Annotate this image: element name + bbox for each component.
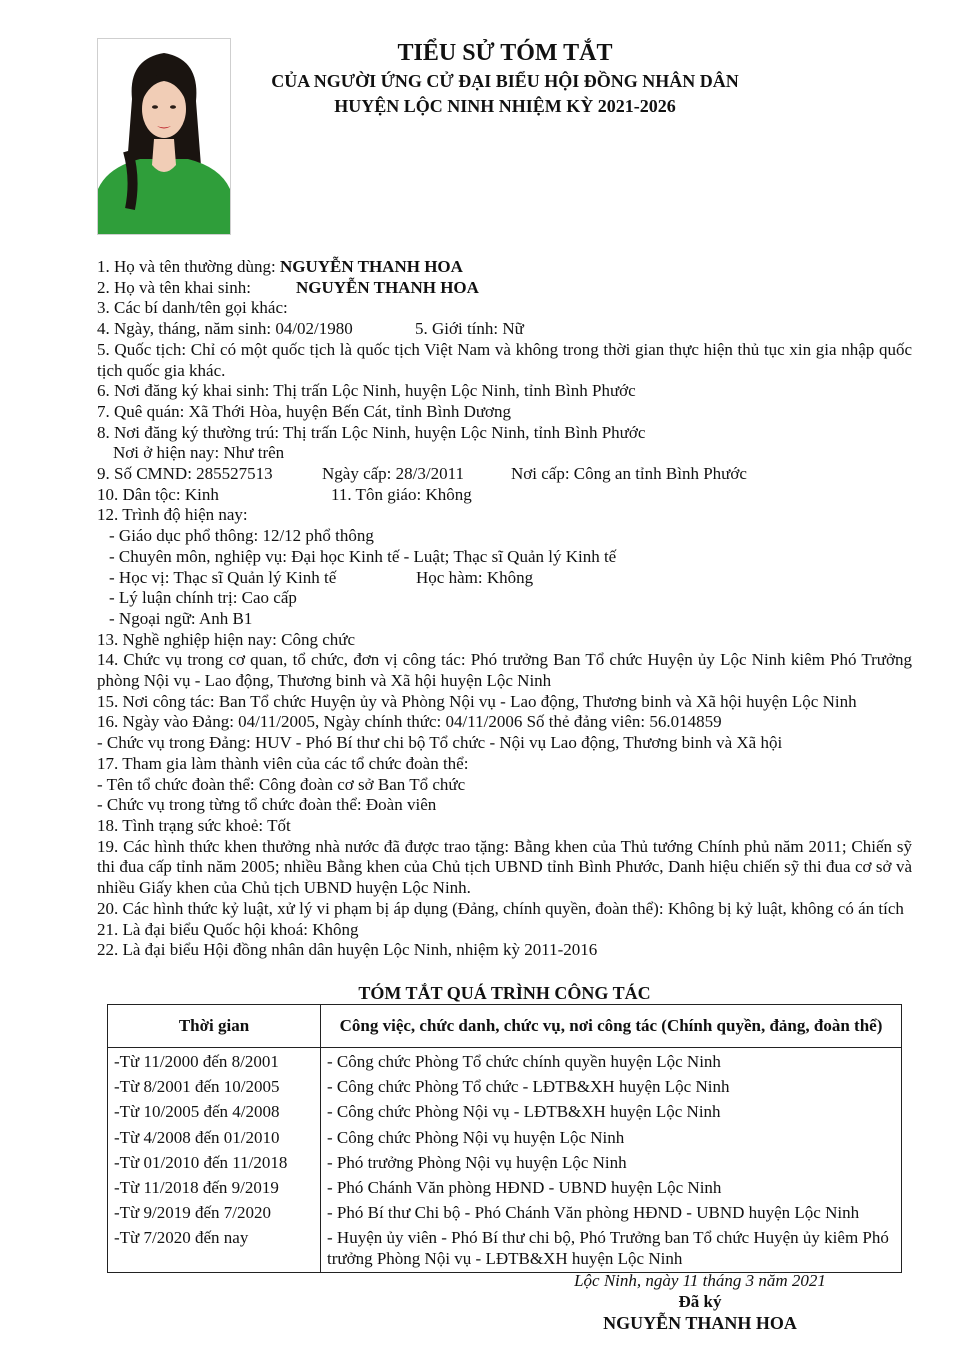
field-organization-role: - Chức vụ trong từng tổ chức đoàn thể: Đoàn viên: [97, 795, 437, 815]
field-birthdate-gender: 4. Ngày, tháng, năm sinh: 04/02/1980 5. Giới tính: Nữ: [97, 319, 524, 339]
field-professional-qualification: - Chuyên môn, nghiệp vụ: Đại học Kinh tế - Luật; Thạc sĩ Quản lý Kinh tế: [109, 546, 617, 566]
field-organization-name: - Tên tổ chức đoàn thể: Công đoàn cơ sở Ban Tổ chức: [97, 774, 466, 794]
row-time: -Từ 11/2000 đến 8/2001: [108, 1048, 321, 1078]
field-general-education: - Giáo dục phổ thông: 12/12 phổ thông: [109, 526, 374, 546]
right-eye: [170, 105, 176, 109]
field-workplace: 15. Nơi công tác: Ban Tổ chức Huyện ủy và Phòng Nội vụ - Lao động, Thương binh và Xã hội huyện Lộc Ninh: [97, 691, 857, 711]
row-work: - Công chức Phòng Tổ chức chính quyền huyện Lộc Ninh: [321, 1048, 902, 1078]
table-row: [108, 1102, 902, 1127]
neck-shape: [152, 139, 176, 172]
field-birth-name: 2. Họ và tên khai sinh: NGUYỄN THANH HOA: [97, 277, 479, 297]
row-time: -Từ 4/2008 đến 01/2010: [108, 1128, 321, 1153]
field-council-delegate: 22. Là đại biểu Hội đồng nhân dân huyện Lộc Ninh, nhiệm kỳ 2011-2016: [97, 940, 598, 960]
row-time: -Từ 7/2020 đến nay: [108, 1228, 321, 1272]
column-header-time: Thời gian: [108, 1005, 321, 1048]
field-ethnicity-religion: 10. Dân tộc: Kinh 11. Tôn giáo: Không: [97, 484, 472, 504]
row-work: - Huyện ủy viên - Phó Bí thư chi bộ, Phó Trưởng ban Tổ chức Huyện ủy kiêm Phó trưởng Phòng Nội vụ - LĐTB&XH huyện Lộc Ninh: [321, 1228, 902, 1272]
signer-name: NGUYỄN THANH HOA: [603, 1313, 797, 1333]
signature-block: [500, 1270, 900, 1334]
field-education-heading: 12. Trình độ hiện nay:: [97, 505, 248, 525]
field-foreign-language: - Ngoại ngữ: Anh B1: [109, 608, 253, 628]
field-aliases: 3. Các bí danh/tên gọi khác:: [97, 298, 288, 318]
column-header-work: Công việc, chức danh, chức vụ, nơi công tác (Chính quyền, đảng, đoàn thể): [321, 1005, 902, 1048]
field-id-card: 9. Số CMND: 285527513 Ngày cấp: 28/3/2011 Nơi cấp: Công an tỉnh Bình Phước: [97, 464, 747, 484]
table-row: [108, 1228, 902, 1272]
field-national-assembly: 21. Là đại biểu Quốc hội khoá: Không: [97, 919, 359, 939]
work-history-rows: [108, 1048, 902, 1273]
row-time: -Từ 01/2010 đến 11/2018: [108, 1153, 321, 1178]
work-history-table: [107, 1004, 902, 1273]
field-academic-degree: - Học vị: Thạc sĩ Quản lý Kinh tế Học hàm: Không: [109, 567, 534, 587]
row-work: - Công chức Phòng Nội vụ huyện Lộc Ninh: [321, 1128, 902, 1153]
row-time: -Từ 10/2005 đến 4/2008: [108, 1102, 321, 1127]
work-history-header-row: [108, 1005, 902, 1048]
field-nationality: 5. Quốc tịch: Chỉ có một quốc tịch là quốc tịch Việt Nam và không trong thời gian thực hiện thủ tục xin gia nhập quốc tịch quốc gia khác.: [97, 339, 912, 380]
portrait-illustration: [98, 39, 230, 234]
field-hometown: 7. Quê quán: Xã Thới Hòa, huyện Bến Cát, tỉnh Bình Dương: [97, 401, 512, 421]
row-work: - Phó Bí thư Chi bộ - Phó Chánh Văn phòng HĐND - UBND huyện Lộc Ninh: [321, 1203, 902, 1228]
row-work: - Phó Chánh Văn phòng HĐND - UBND huyện Lộc Ninh: [321, 1178, 902, 1203]
row-time: -Từ 9/2019 đến 7/2020: [108, 1203, 321, 1228]
table-row: [108, 1077, 902, 1102]
document-subtitle-2: HUYỆN LỘC NINH NHIỆM KỲ 2021-2026: [334, 96, 676, 116]
portrait-photo: [97, 38, 231, 235]
field-awards: 19. Các hình thức khen thưởng nhà nước đã được trao tặng: Bằng khen của Thủ tướng Chính phủ năm 2011; Chiến sỹ thi đua cấp tỉnh năm 2005; nhiều Bằng khen của Chủ tịch UBND tỉnh Bình Phước, Danh hiệu chiến sỹ thi đua cơ sở và nhiều Giấy khen của Chủ tịch UBND huyện Lộc Ninh.: [97, 836, 912, 898]
row-time: -Từ 8/2001 đến 10/2005: [108, 1077, 321, 1102]
row-work: - Công chức Phòng Nội vụ - LĐTB&XH huyện Lộc Ninh: [321, 1102, 902, 1127]
row-time: -Từ 11/2018 đến 9/2019: [108, 1178, 321, 1203]
field-permanent-residence: 8. Nơi đăng ký thường trú: Thị trấn Lộc Ninh, huyện Lộc Ninh, tỉnh Bình Phước: [97, 422, 646, 442]
signed-label: Đã ký: [678, 1292, 722, 1311]
table-row: [108, 1178, 902, 1203]
field-party-membership: 16. Ngày vào Đảng: 04/11/2005, Ngày chính thức: 04/11/2006 Số thẻ đảng viên: 56.014859: [97, 712, 722, 732]
table-row: [108, 1128, 902, 1153]
biography-fields: [97, 257, 912, 961]
row-work: - Công chức Phòng Tổ chức - LĐTB&XH huyện Lộc Ninh: [321, 1077, 902, 1102]
hair-strand-left: [128, 151, 133, 209]
field-position: 14. Chức vụ trong cơ quan, tổ chức, đơn vị công tác: Phó trưởng Ban Tổ chức Huyện ủy Lộc Ninh kiêm Phó Trưởng phòng Nội vụ - Lao động, Thương binh và Xã hội huyện Lộc Ninh: [97, 650, 912, 691]
work-history-title: TÓM TẮT QUÁ TRÌNH CÔNG TÁC: [358, 983, 651, 1003]
field-health: 18. Tình trạng sức khoẻ: Tốt: [97, 815, 291, 835]
field-birth-registration: 6. Nơi đăng ký khai sinh: Thị trấn Lộc Ninh, huyện Lộc Ninh, tỉnh Bình Phước: [97, 381, 636, 401]
field-current-residence: Nơi ở hiện nay: Như trên: [113, 443, 285, 463]
field-political-theory: - Lý luận chính trị: Cao cấp: [109, 588, 297, 608]
field-common-name: 1. Họ và tên thường dùng: NGUYỄN THANH HOA: [97, 257, 463, 276]
field-discipline: 20. Các hình thức kỷ luật, xử lý vi phạm bị áp dụng (Đảng, chính quyền, đoàn thể): Không bị kỷ luật, không có án tích: [97, 898, 904, 918]
table-row: [108, 1153, 902, 1178]
field-party-role: - Chức vụ trong Đảng: HUV - Phó Bí thư chi bộ Tổ chức - Nội vụ Lao động, Thương binh và Xã hội: [97, 733, 783, 753]
table-row: [108, 1048, 902, 1078]
table-row: [108, 1203, 902, 1228]
row-work: - Phó trưởng Phòng Nội vụ huyện Lộc Ninh: [321, 1153, 902, 1178]
field-occupation: 13. Nghề nghiệp hiện nay: Công chức: [97, 629, 356, 649]
left-eye: [152, 105, 158, 109]
field-organizations-heading: 17. Tham gia làm thành viên của các tổ chức đoàn thể:: [97, 753, 469, 773]
place-and-date: Lộc Ninh, ngày 11 tháng 3 năm 2021: [574, 1271, 826, 1290]
document-title: TIỂU SỬ TÓM TẮT: [397, 40, 613, 66]
document-subtitle-1: CỦA NGƯỜI ỨNG CỬ ĐẠI BIỂU HỘI ĐỒNG NHÂN DÂN: [271, 71, 739, 91]
